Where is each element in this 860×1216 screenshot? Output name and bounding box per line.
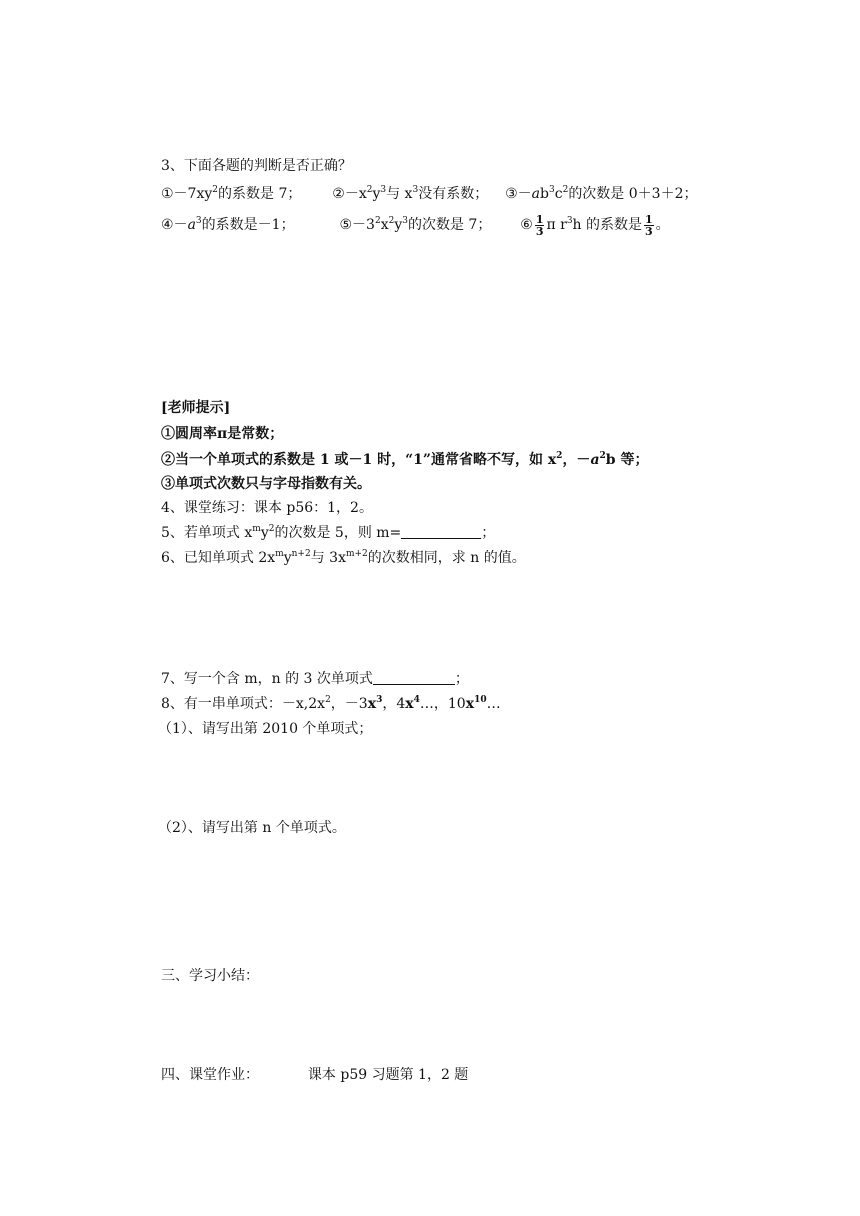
q7: 7、写一个含 m，n 的 3 次单项式 ； <box>161 671 469 687</box>
q3-row1 <box>161 184 697 204</box>
hint-item-3: ③单项式次数只与字母指数有关。 <box>161 476 371 492</box>
q3-item4: $④-a^3$的系数是－1； <box>161 216 295 233</box>
q8: 8、有一串单项式：$-x,2x^2$，$-3x^3$，$4x^4\dots$，$10x^{10}\dots$ <box>161 695 501 712</box>
homework-text: 课本 p59 习题第 1，2 题 <box>307 1067 469 1083</box>
q5: 5、若单项式 $x^my^2$的次数是 5，则 m= ； <box>161 524 496 541</box>
q8-sub2: （2）、请写出第 n 个单项式。 <box>158 820 346 836</box>
hint-title: [老师提示] <box>161 400 231 416</box>
section-homework <box>161 1065 468 1085</box>
q7-answer-blank[interactable] <box>373 670 455 685</box>
q5-answer-blank[interactable] <box>401 524 481 539</box>
homework-label: 四、课堂作业： <box>161 1067 259 1083</box>
q6: 6、已知单项式 $2x^my^{n+2}$与 $3x^{m+2}$的次数相同，求 n 的值。 <box>161 549 526 566</box>
q3-item1: $①-7xy^2$的系数是 7； <box>161 185 302 202</box>
hint-item-2: ②当一个单项式的系数是 1 或－1 时，“1”通常省略不写，如 $x^2$，$-a^2b$ 等； <box>161 451 649 468</box>
fraction-one-third: $\frac{1}{3}$ <box>535 212 544 238</box>
q8-sub1: （1）、请写出第 2010 个单项式； <box>158 721 373 737</box>
q3-item3: $③-ab^3c^2$的次数是 0＋3＋2； <box>505 185 698 202</box>
q3-item2: $②-x^2y^3$与 $x^3$没有系数； <box>332 185 489 202</box>
q3-item5: $⑤-3^2x^2y^3$的次数是 7； <box>339 216 492 233</box>
q3-row2 <box>161 212 670 238</box>
section-summary: 三、学习小结： <box>161 968 259 984</box>
fraction-one-third-2: $\frac{1}{3}$ <box>645 212 653 238</box>
q4: 4、课堂练习：课本 p56：1，2。 <box>161 500 373 516</box>
hint-item-1: ①圆周率π是常数； <box>161 426 284 442</box>
q3-item6: ⑥ $\frac{1}{3}$ π $r^3h$ 的系数是 $\frac{1}{3}$ 。 <box>520 212 670 238</box>
q3-title: 3、下面各题的判断是否正确？ <box>161 158 352 174</box>
